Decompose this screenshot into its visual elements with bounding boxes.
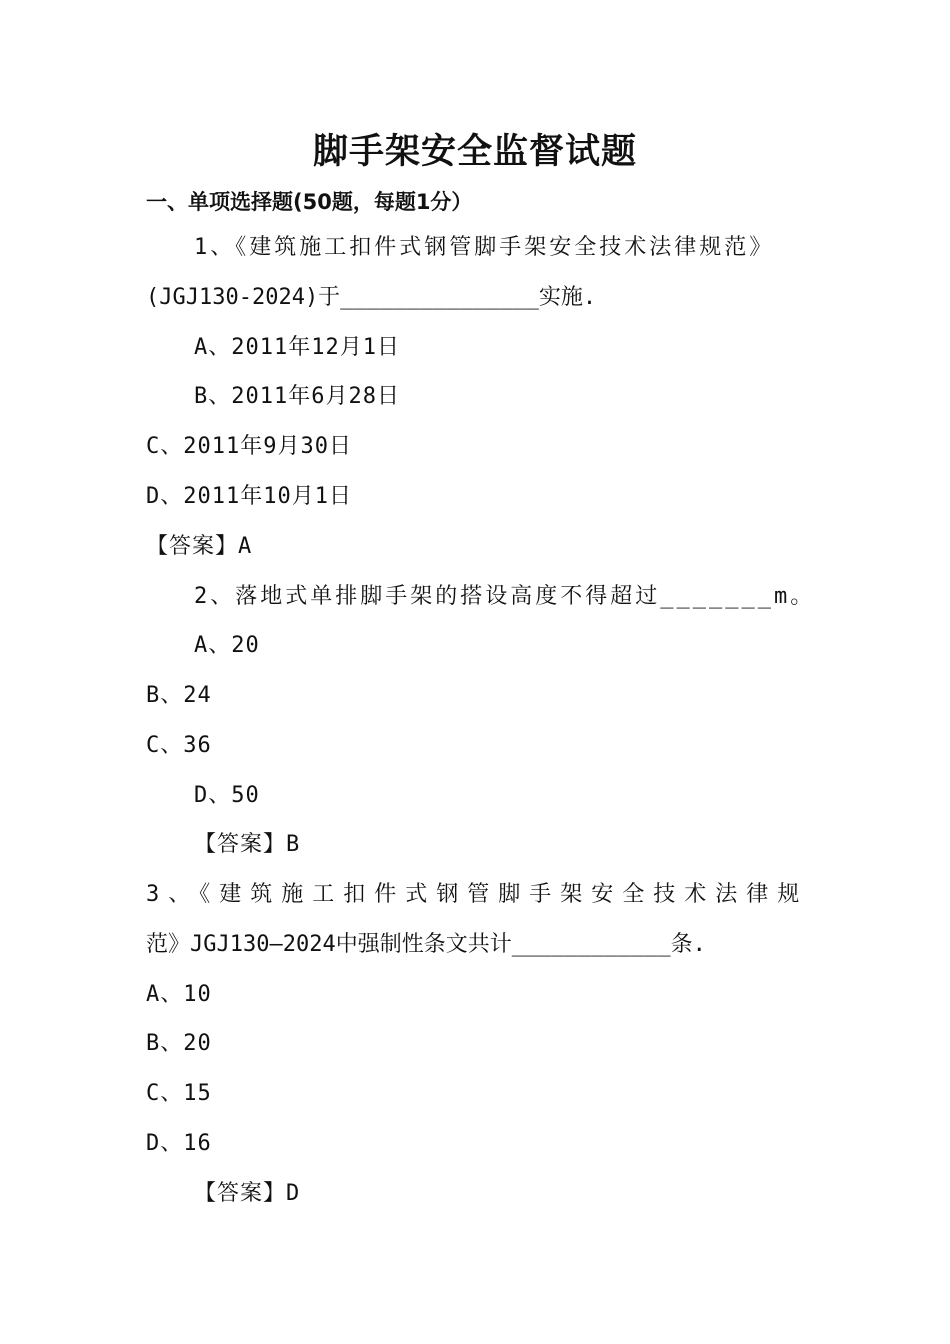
q3-option-c: C、15 [146,1081,212,1106]
document-title: 脚手架安全监督试题 [312,131,637,172]
q3-stem-line2: 范》JGJ130—2024中强制性条文共计____________条. [146,932,706,957]
q3-stem-line1: 3、《建筑施工扣件式钢管脚手架安全技术法律规 [146,882,809,907]
q2-option-a: A、20 [194,633,260,658]
q2-stem-line1: 2、落地式单排脚手架的搭设高度不得超过_______m。 [194,584,816,609]
q1-stem-line2: (JGJ130-2024)于_______________实施. [146,285,597,310]
q2-option-d: D、50 [194,783,260,808]
q1-option-a: A、2011年12月1日 [194,335,400,360]
q1-stem-line1: 1、《建筑施工扣件式钢管脚手架安全技术法律规范》 [194,235,775,260]
q3-option-a: A、10 [146,982,212,1007]
q3-answer: 【答案】D [194,1181,301,1206]
q3-option-b: B、20 [146,1031,212,1056]
section-heading: 一、单项选择题(50题，每题1分） [146,190,473,214]
q1-option-c: C、2011年9月30日 [146,434,352,459]
q3-option-d: D、16 [146,1131,212,1156]
q2-answer: 【答案】B [194,832,301,857]
q2-option-b: B、24 [146,683,212,708]
q1-option-d: D、2011年10月1日 [146,484,352,509]
q1-option-b: B、2011年6月28日 [194,384,400,409]
q2-option-c: C、36 [146,733,212,758]
q1-answer: 【答案】A [146,534,253,559]
